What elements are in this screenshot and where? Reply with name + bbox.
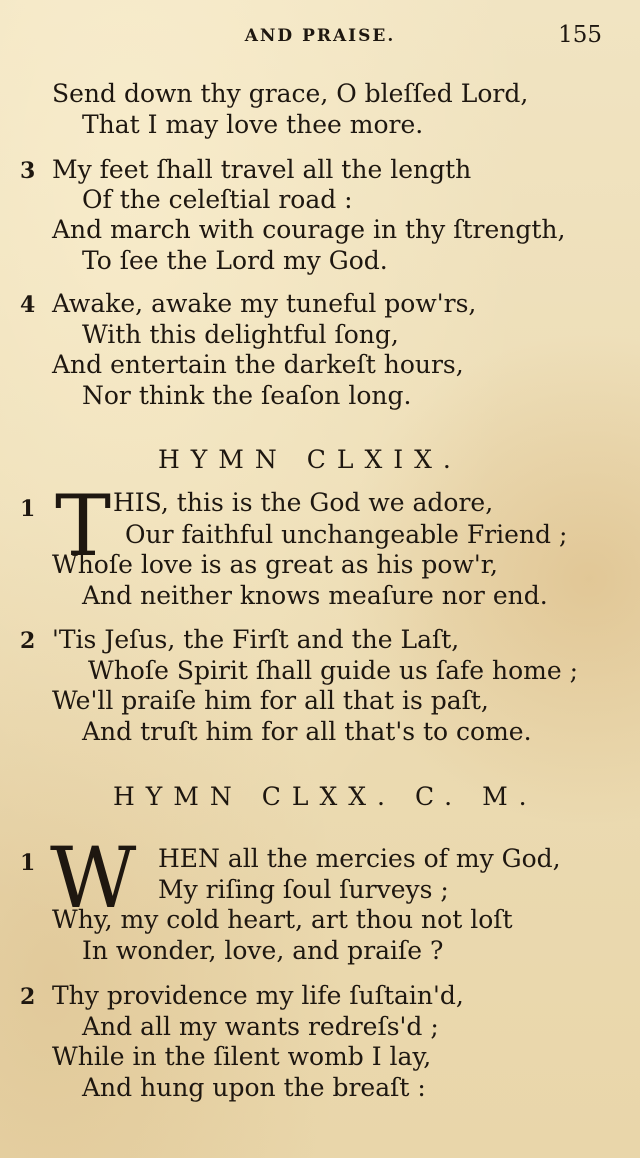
drop-capital: W [50,829,137,927]
stanza-number: 1 [20,850,36,876]
hymn-title: HYMN CLXX. C. M. [113,782,538,811]
verse-line: My riſing ſoul ſurveys ; [158,875,449,904]
verse-line: And neither knows meaſure nor end. [82,581,548,610]
stanza-number: 4 [20,292,36,318]
verse-line: My feet ſhall travel all the length [52,155,472,184]
hymn-title: HYMN CLXIX. [158,445,462,474]
verse-line: Awake, awake my tuneful pow'rs, [52,289,477,318]
verse-line: And hung upon the breaſt : [82,1073,426,1102]
verse-line: That I may love thee more. [82,110,424,139]
verse-line: Nor think the ſeaſon long. [82,381,412,410]
page-number: 155 [558,22,602,48]
verse-line: Why, my cold heart, art thou not loſt [52,905,513,934]
verse-line: Whoſe Spirit ſhall guide us ſafe home ; [88,656,579,685]
verse-line: And entertain the darkeſt hours, [52,350,464,379]
verse-line: With this delightful ſong, [82,320,399,349]
verse-line: Whoſe love is as great as his pow'r, [52,550,498,579]
verse-line: And truſt him for all that's to come. [82,717,532,746]
verse-line: Thy providence my life ſuſtain'd, [52,981,464,1010]
verse-line: 'Tis Jeſus, the Firſt and the Laſt, [52,625,460,654]
verse-line: We'll praiſe him for all that is paſt, [52,686,489,715]
verse-line: And march with courage in thy ſtrength, [52,215,566,244]
verse-line: HIS, this is the God we adore, [113,488,494,517]
running-head: AND PRAISE. [244,26,396,46]
stanza-number: 3 [20,158,36,184]
verse-line: To ſee the Lord my God. [82,246,388,275]
stanza-number: 1 [20,496,36,522]
verse-line: And all my wants redreſs'd ; [82,1012,439,1041]
stanza-number: 2 [20,628,36,654]
verse-line: While in the ſilent womb I lay, [52,1042,432,1071]
verse-line: Send down thy grace, O bleſſed Lord, [52,79,529,108]
verse-line: Our faithful unchangeable Friend ; [125,520,568,549]
stanza-number: 2 [20,984,36,1010]
verse-line: HEN all the mercies of my God, [158,844,561,873]
verse-line: Of the celeſtial road : [82,185,353,214]
verse-line: In wonder, love, and praiſe ? [82,936,444,965]
drop-capital: T [55,477,112,575]
